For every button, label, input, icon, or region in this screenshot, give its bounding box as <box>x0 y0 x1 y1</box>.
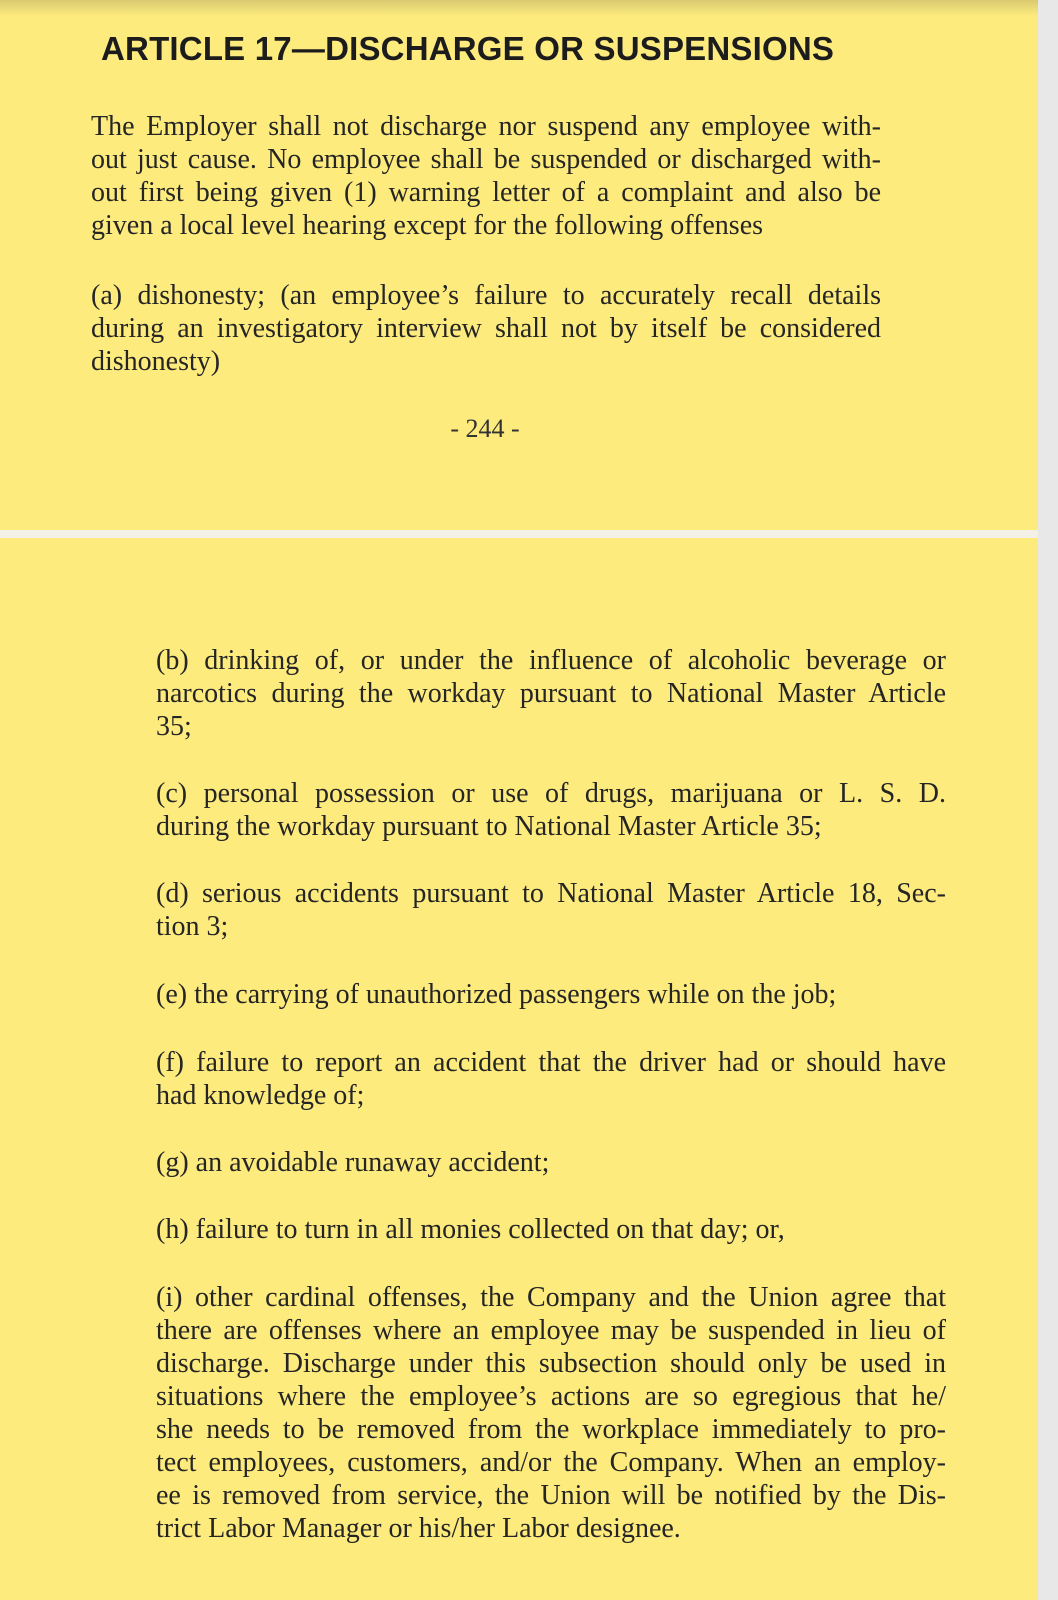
document-page-top <box>0 0 1038 530</box>
offense-item-c <box>156 777 946 843</box>
offense-line: (g) an avoidable runaway accident; <box>156 1147 550 1178</box>
offense-line: (f) failure to report an accident that the driver had or should have <box>156 1047 946 1078</box>
intro-line: The Employer shall not discharge nor suspend any employee with- <box>91 111 881 142</box>
offense-line: (a) dishonesty; (an employee’s failure to accurately recall details <box>91 280 881 311</box>
offense-line: (e) the carrying of unauthorized passengers while on the job; <box>156 979 837 1010</box>
offense-item-d <box>156 877 946 943</box>
offense-line: she needs to be removed from the workplace immediately to pro- <box>156 1414 946 1445</box>
offense-line: during an investigatory interview shall not by itself be considered <box>91 313 881 344</box>
offense-line: ee is removed from service, the Union will be notified by the Dis- <box>156 1480 946 1511</box>
document-page-bottom <box>0 538 1038 1600</box>
offense-line: 35; <box>156 711 192 742</box>
intro-paragraph <box>91 110 881 242</box>
offense-line: trict Labor Manager or his/her Labor designee. <box>156 1513 681 1544</box>
page-number: - 244 - <box>450 414 520 443</box>
offense-item-i <box>156 1281 946 1545</box>
intro-line: given a local level hearing except for the following offenses <box>91 210 764 241</box>
offense-item-b <box>156 644 946 743</box>
offense-line: (b) drinking of, or under the influence of alcoholic beverage or <box>156 645 946 676</box>
offense-line: (i) other cardinal offenses, the Company and the Union agree that <box>156 1282 946 1313</box>
offense-line: situations where the employee’s actions are so egregious that he/ <box>156 1381 946 1412</box>
offense-line: tion 3; <box>156 911 229 942</box>
offense-item-g <box>156 1146 946 1179</box>
offense-line: dishonesty) <box>91 346 221 377</box>
offense-line: discharge. Discharge under this subsection should only be used in <box>156 1348 946 1379</box>
offense-line: tect employees, customers, and/or the Company. When an employ- <box>156 1447 946 1478</box>
window-edge <box>1038 0 1058 1600</box>
offense-item-h <box>156 1213 946 1246</box>
offense-line: narcotics during the workday pursuant to National Master Article <box>156 678 946 709</box>
offense-line: there are offenses where an employee may be suspended in lieu of <box>156 1315 946 1346</box>
article-title: ARTICLE 17—DISCHARGE OR SUSPENSIONS <box>101 30 835 67</box>
page-divider <box>0 530 1038 538</box>
offense-item-e <box>156 978 946 1011</box>
offense-line: (d) serious accidents pursuant to National Master Article 18, Sec- <box>156 878 946 909</box>
offense-line: during the workday pursuant to National Master Article 35; <box>156 811 822 842</box>
intro-line: out just cause. No employee shall be suspended or discharged with- <box>91 144 881 175</box>
intro-line: out first being given (1) warning letter of a complaint and also be <box>91 177 881 208</box>
offense-line: (h) failure to turn in all monies collected on that day; or, <box>156 1214 785 1245</box>
offense-line: (c) personal possession or use of drugs, marijuana or L. S. D. <box>156 778 946 809</box>
offense-line: had knowledge of; <box>156 1080 365 1111</box>
offense-item-a <box>91 279 881 378</box>
offense-item-f <box>156 1046 946 1112</box>
